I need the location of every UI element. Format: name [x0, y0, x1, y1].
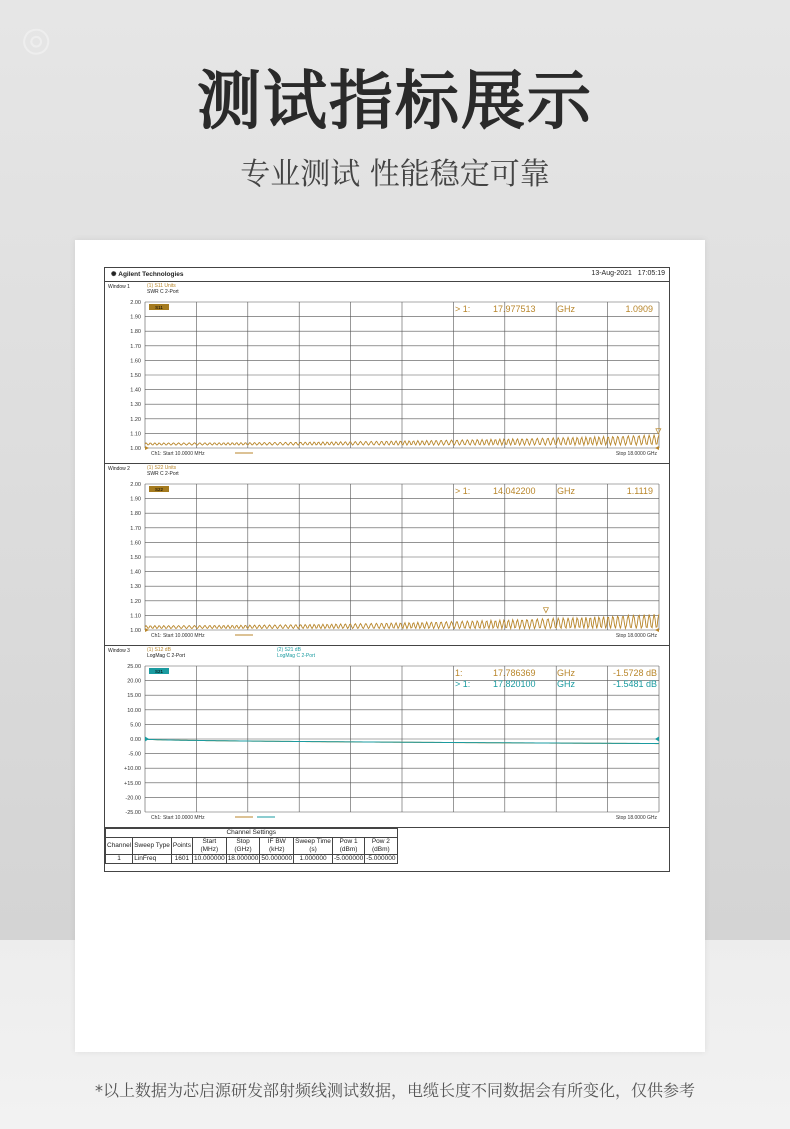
stop-label: Stop 18.0000 GHz [615, 633, 657, 639]
y-tick-label: 10.00 [127, 707, 141, 714]
y-tick-label: 1.40 [130, 569, 141, 576]
table-title: Channel Settings [106, 829, 398, 838]
y-tick-label: 1.40 [130, 387, 141, 394]
window-3 [105, 646, 669, 828]
th-unit: (MHz) [200, 846, 219, 853]
caption-line: (2) S21 dB [277, 647, 301, 653]
marker-unit: GHz [557, 668, 575, 678]
marker-symbol: 1: [455, 668, 463, 678]
td: LinFreq [133, 855, 172, 864]
td: 50.000000 [261, 855, 293, 862]
y-tick-label: 1.90 [130, 314, 141, 321]
td: 1601 [171, 855, 192, 864]
end-pointer [655, 737, 659, 742]
stop-label: Stop 18.0000 GHz [615, 815, 657, 821]
marker-freq: 14.042200 [493, 486, 536, 496]
y-tick-label: 1.70 [130, 525, 141, 532]
report-header [105, 268, 669, 282]
td: 1 [106, 855, 133, 864]
brand [111, 270, 184, 278]
report-datetime [591, 270, 665, 277]
marker-freq: 17.786369 [493, 668, 536, 678]
y-tick-label: -20.00 [125, 795, 141, 802]
th [192, 838, 226, 855]
th-label: Pow 1 [339, 838, 358, 845]
y-tick-label: 1.30 [130, 402, 141, 409]
y-tick-label: 1.50 [130, 373, 141, 379]
y-tick-label: 2.00 [130, 300, 141, 306]
page-subtitle: 专业测试 性能稳定可靠 [240, 157, 550, 192]
agilent-logo-icon: ✺ [111, 271, 117, 278]
y-tick-label: 1.10 [130, 431, 141, 438]
th-label: Stop [236, 838, 250, 845]
caption-line: LogMag C 2-Port [277, 652, 316, 659]
th-label: IF BW [267, 838, 286, 845]
caption-line: (1) S11 Units [147, 283, 176, 289]
y-tick-label: 1.60 [130, 540, 141, 547]
caption-line: (1) S12 dB [147, 647, 171, 653]
marker-symbol: > 1: [455, 486, 471, 496]
caption-line: (1) S22 Units [147, 465, 177, 471]
table-title-row [106, 829, 398, 838]
y-tick-label: 1.00 [130, 628, 141, 634]
th-unit: (dBm) [372, 846, 390, 853]
th [294, 838, 333, 855]
y-tick-label: 1.00 [130, 446, 141, 452]
y-tick-label: +15.00 [124, 780, 141, 787]
th [226, 838, 260, 855]
caption-line: LogMag C 2-Port [147, 652, 186, 659]
trace-tag: S21 [154, 669, 164, 674]
th-label: Sweep Time [295, 838, 331, 845]
trace-tag: S11 [155, 305, 163, 310]
y-tick-label: 1.20 [130, 416, 141, 423]
start-label: Ch1: Start 10.0000 MHz [151, 815, 205, 821]
td: -5.000000 [366, 855, 396, 862]
marker-triangle [543, 608, 548, 613]
th-unit: (dBm) [339, 846, 358, 853]
y-tick-label: 0.00 [130, 737, 141, 743]
y-tick-label: 2.00 [130, 482, 141, 488]
y-tick-label: 1.50 [130, 555, 141, 561]
window-label: Window 2 [108, 466, 130, 472]
marker-unit: GHz [557, 679, 575, 689]
window-2 [105, 464, 669, 646]
start-label: Ch1: Start 10.0000 MHz [151, 451, 205, 457]
th [260, 838, 294, 855]
marker-value: 1.0909 [625, 304, 653, 314]
th-unit: (kHz) [269, 846, 285, 853]
stop-label: Stop 18.0000 GHz [615, 451, 657, 457]
window-label: Window 1 [108, 284, 130, 290]
start-pointer [145, 737, 149, 742]
y-tick-label: 20.00 [127, 678, 141, 685]
marker-freq: 17.977513 [493, 304, 536, 314]
td: -5.000000 [333, 855, 364, 862]
y-tick-label: 1.80 [130, 329, 141, 336]
y-tick-label: +10.00 [124, 766, 141, 773]
start-pointer [145, 446, 149, 450]
vna-report [104, 267, 670, 872]
td: 10.000000 [193, 855, 225, 862]
td: 1.000000 [294, 855, 333, 864]
window-1 [105, 282, 669, 464]
y-tick-label: 1.30 [130, 584, 141, 591]
marker-value: 1.1119 [626, 486, 653, 496]
y-tick-label: 1.60 [130, 358, 141, 365]
table-header-row [106, 838, 398, 855]
brand-name: Agilent Technologies [118, 271, 184, 278]
th [365, 838, 397, 855]
marker-symbol: > 1: [455, 679, 471, 689]
y-tick-label: 1.20 [130, 598, 141, 605]
y-tick-label: 1.90 [130, 496, 141, 503]
marker-symbol: > 1: [455, 304, 471, 314]
start-label: Ch1: Start 10.0000 MHz [151, 633, 205, 639]
th-label: Start [202, 838, 217, 845]
th: Points [171, 838, 192, 855]
th [332, 838, 364, 855]
th-unit: (s) [309, 846, 317, 853]
marker-freq: 17.820100 [493, 679, 536, 689]
marker-triangle [656, 429, 661, 434]
y-tick-label: 15.00 [127, 693, 141, 700]
caption-line: SWR C 2-Port [147, 288, 179, 295]
y-tick-label: -5.00 [128, 751, 141, 758]
report-date: 13-Aug-2021 [591, 270, 632, 277]
watermark: ◎ [10, 15, 60, 65]
end-pointer [655, 628, 659, 632]
th: Channel [106, 838, 133, 855]
window-label: Window 3 [108, 648, 130, 654]
y-tick-label: 1.10 [130, 613, 141, 620]
s11-chart [105, 282, 669, 463]
y-tick-label: 5.00 [130, 722, 141, 729]
channel-settings-table [105, 828, 398, 864]
marker-value: -1.5728 dB [612, 668, 657, 678]
trace-tag: S22 [154, 487, 164, 492]
s22-chart [105, 464, 669, 645]
table-row [106, 855, 398, 864]
th: Sweep Type [133, 838, 172, 855]
caption-line: SWR C 2-Port [147, 470, 179, 477]
marker-value: -1.5481 dB [612, 679, 657, 689]
td: 18.000000 [227, 855, 259, 862]
y-tick-label: -25.00 [125, 810, 141, 816]
y-tick-label: 1.80 [130, 511, 141, 518]
page-title: 测试指标展示 [197, 65, 593, 139]
report-time: 17:05:19 [637, 270, 665, 277]
y-tick-label: 1.70 [130, 343, 141, 350]
th-label: Pow 2 [371, 838, 390, 845]
marker-unit: GHz [557, 304, 575, 314]
th-unit: (GHz) [234, 846, 252, 853]
marker-unit: GHz [557, 486, 575, 496]
s21-chart [105, 646, 669, 827]
end-pointer [655, 446, 659, 450]
disclaimer: *以上数据为芯启源研发部射频线测试数据，电缆长度不同数据会有所变化，仅供参考 [94, 1081, 695, 1100]
y-tick-label: 25.00 [127, 664, 141, 670]
